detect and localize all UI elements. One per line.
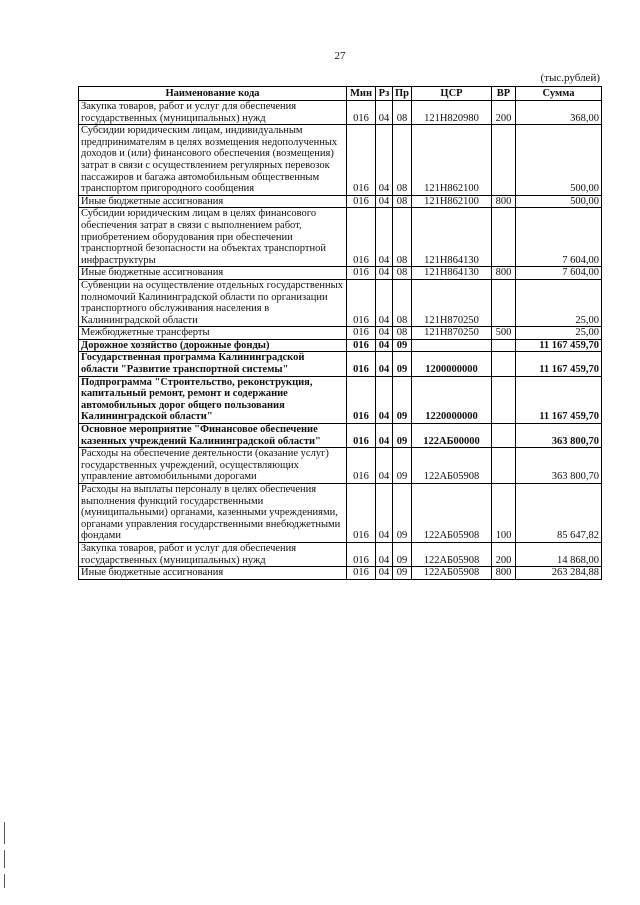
row-vr: 100 <box>492 484 516 543</box>
row-sum: 11 167 459,70 <box>516 352 602 376</box>
row-sum: 7 604,00 <box>516 208 602 267</box>
table-row <box>79 195 602 208</box>
row-csr: 122АБ05908 <box>412 484 492 543</box>
row-rz: 04 <box>376 327 393 340</box>
row-min: 016 <box>347 352 376 376</box>
table-row <box>79 327 602 340</box>
table-row <box>79 279 602 326</box>
page-number: 27 <box>334 50 346 62</box>
row-csr: 121Н862100 <box>412 195 492 208</box>
row-sum: 500,00 <box>516 125 602 196</box>
row-min: 016 <box>347 195 376 208</box>
table-row <box>79 101 602 125</box>
row-sum: 25,00 <box>516 327 602 340</box>
row-sum: 7 604,00 <box>516 267 602 280</box>
row-csr <box>412 339 492 352</box>
row-rz: 04 <box>376 101 393 125</box>
row-name: Иные бюджетные ассигнования <box>79 567 347 580</box>
row-rz: 04 <box>376 279 393 326</box>
row-rz: 04 <box>376 484 393 543</box>
header-pr: Пр <box>393 87 412 101</box>
row-name: Расходы на обеспечение деятельности (оказание услуг) государственных учреждений, осуществляющих управление автомобильными дорогами <box>79 448 347 484</box>
row-pr: 09 <box>393 352 412 376</box>
row-rz: 04 <box>376 267 393 280</box>
row-pr: 08 <box>393 195 412 208</box>
header-vr: ВР <box>492 87 516 101</box>
row-min: 016 <box>347 125 376 196</box>
row-name: Субвенции на осуществление отдельных государственных полномочий Калининградской области по организации транспортного обслуживания населения в Калининградской области <box>79 279 347 326</box>
header-name: Наименование кода <box>79 87 347 101</box>
scan-margin-marks <box>4 822 12 902</box>
header-min: Мин <box>347 87 376 101</box>
row-csr: 121Н820980 <box>412 101 492 125</box>
table-row <box>79 352 602 376</box>
row-vr: 800 <box>492 267 516 280</box>
row-min: 016 <box>347 327 376 340</box>
row-name: Дорожное хозяйство (дорожные фонды) <box>79 339 347 352</box>
row-name: Основное мероприятие "Финансовое обеспечение казенных учреждений Калининградской области" <box>79 424 347 448</box>
row-rz: 04 <box>376 339 393 352</box>
row-pr: 08 <box>393 125 412 196</box>
row-vr: 800 <box>492 567 516 580</box>
row-vr: 200 <box>492 542 516 566</box>
row-sum: 11 167 459,70 <box>516 339 602 352</box>
row-min: 016 <box>347 267 376 280</box>
row-name: Расходы на выплаты персоналу в целях обеспечения выполнения функций государственными (муниципальными) органами, казенными учреждениями, органами управления государственными внебюджетными фондами <box>79 484 347 543</box>
header-rz: Рз <box>376 87 393 101</box>
row-sum: 25,00 <box>516 279 602 326</box>
row-vr: 200 <box>492 101 516 125</box>
row-min: 016 <box>347 208 376 267</box>
row-min: 016 <box>347 484 376 543</box>
row-sum: 500,00 <box>516 195 602 208</box>
row-min: 016 <box>347 424 376 448</box>
row-sum: 85 647,82 <box>516 484 602 543</box>
row-min: 016 <box>347 542 376 566</box>
row-pr: 09 <box>393 542 412 566</box>
row-vr <box>492 279 516 326</box>
row-rz: 04 <box>376 376 393 423</box>
row-vr <box>492 352 516 376</box>
row-name: Иные бюджетные ассигнования <box>79 195 347 208</box>
table-row <box>79 424 602 448</box>
row-csr: 122АБ00000 <box>412 424 492 448</box>
row-csr: 1220000000 <box>412 376 492 423</box>
row-min: 016 <box>347 448 376 484</box>
table-row <box>79 125 602 196</box>
row-rz: 04 <box>376 208 393 267</box>
row-pr: 09 <box>393 339 412 352</box>
row-sum: 363 800,70 <box>516 424 602 448</box>
row-name: Закупка товаров, работ и услуг для обеспечения государственных (муниципальных) нужд <box>79 542 347 566</box>
budget-table <box>78 86 602 580</box>
row-pr: 08 <box>393 101 412 125</box>
row-vr <box>492 208 516 267</box>
row-vr <box>492 448 516 484</box>
row-pr: 09 <box>393 424 412 448</box>
row-csr: 121Н870250 <box>412 327 492 340</box>
row-name: Подпрограмма "Строительство, реконструкция, капитальный ремонт, ремонт и содержание автомобильных дорог общего пользования Калининградской области" <box>79 376 347 423</box>
row-min: 016 <box>347 279 376 326</box>
row-sum: 11 167 459,70 <box>516 376 602 423</box>
row-rz: 04 <box>376 424 393 448</box>
row-vr: 500 <box>492 327 516 340</box>
row-vr <box>492 125 516 196</box>
row-rz: 04 <box>376 195 393 208</box>
row-name: Межбюджетные трансферты <box>79 327 347 340</box>
row-name: Закупка товаров, работ и услуг для обеспечения государственных (муниципальных) нужд <box>79 101 347 125</box>
row-min: 016 <box>347 339 376 352</box>
table-row <box>79 542 602 566</box>
table-row <box>79 567 602 580</box>
row-sum: 368,00 <box>516 101 602 125</box>
table-row <box>79 376 602 423</box>
units-label: (тыс.рублей) <box>540 72 600 84</box>
table-header-row <box>79 87 602 101</box>
row-rz: 04 <box>376 448 393 484</box>
table-row <box>79 339 602 352</box>
row-csr: 121Н864130 <box>412 267 492 280</box>
row-sum: 363 800,70 <box>516 448 602 484</box>
row-pr: 08 <box>393 267 412 280</box>
row-rz: 04 <box>376 352 393 376</box>
row-sum: 263 284,88 <box>516 567 602 580</box>
row-csr: 121Н862100 <box>412 125 492 196</box>
row-csr: 122АБ05908 <box>412 448 492 484</box>
table-row <box>79 484 602 543</box>
table-row <box>79 208 602 267</box>
row-name: Иные бюджетные ассигнования <box>79 267 347 280</box>
row-vr <box>492 339 516 352</box>
row-csr: 121Н864130 <box>412 208 492 267</box>
header-csr: ЦСР <box>412 87 492 101</box>
row-name: Государственная программа Калининградской области "Развитие транспортной системы" <box>79 352 347 376</box>
row-rz: 04 <box>376 125 393 196</box>
row-csr: 122АБ05908 <box>412 567 492 580</box>
header-sum: Сумма <box>516 87 602 101</box>
row-pr: 09 <box>393 448 412 484</box>
row-name: Субсидии юридическим лицам в целях финансового обеспечения затрат в связи с выполнением работ, приобретением оборудования при обеспечении транспортной безопасности на объектах транспортной инфраструктуры <box>79 208 347 267</box>
row-name: Субсидии юридическим лицам, индивидуальным предпринимателям в целях возмещения недополученных доходов и (или) финансового обеспечения (возмещения) затрат в связи с осуществлением регулярных перевозок пассажиров и багажа автомобильным общественным транспортом пригородного сообщения <box>79 125 347 196</box>
row-vr <box>492 424 516 448</box>
row-vr <box>492 376 516 423</box>
row-pr: 09 <box>393 484 412 543</box>
row-csr: 122АБ05908 <box>412 542 492 566</box>
row-pr: 08 <box>393 279 412 326</box>
row-csr: 1200000000 <box>412 352 492 376</box>
table-row <box>79 267 602 280</box>
row-pr: 08 <box>393 327 412 340</box>
row-min: 016 <box>347 567 376 580</box>
row-rz: 04 <box>376 567 393 580</box>
row-vr: 800 <box>492 195 516 208</box>
row-rz: 04 <box>376 542 393 566</box>
row-pr: 09 <box>393 567 412 580</box>
table-row <box>79 448 602 484</box>
row-pr: 09 <box>393 376 412 423</box>
row-min: 016 <box>347 376 376 423</box>
row-min: 016 <box>347 101 376 125</box>
row-csr: 121Н870250 <box>412 279 492 326</box>
row-pr: 08 <box>393 208 412 267</box>
row-sum: 14 868,00 <box>516 542 602 566</box>
